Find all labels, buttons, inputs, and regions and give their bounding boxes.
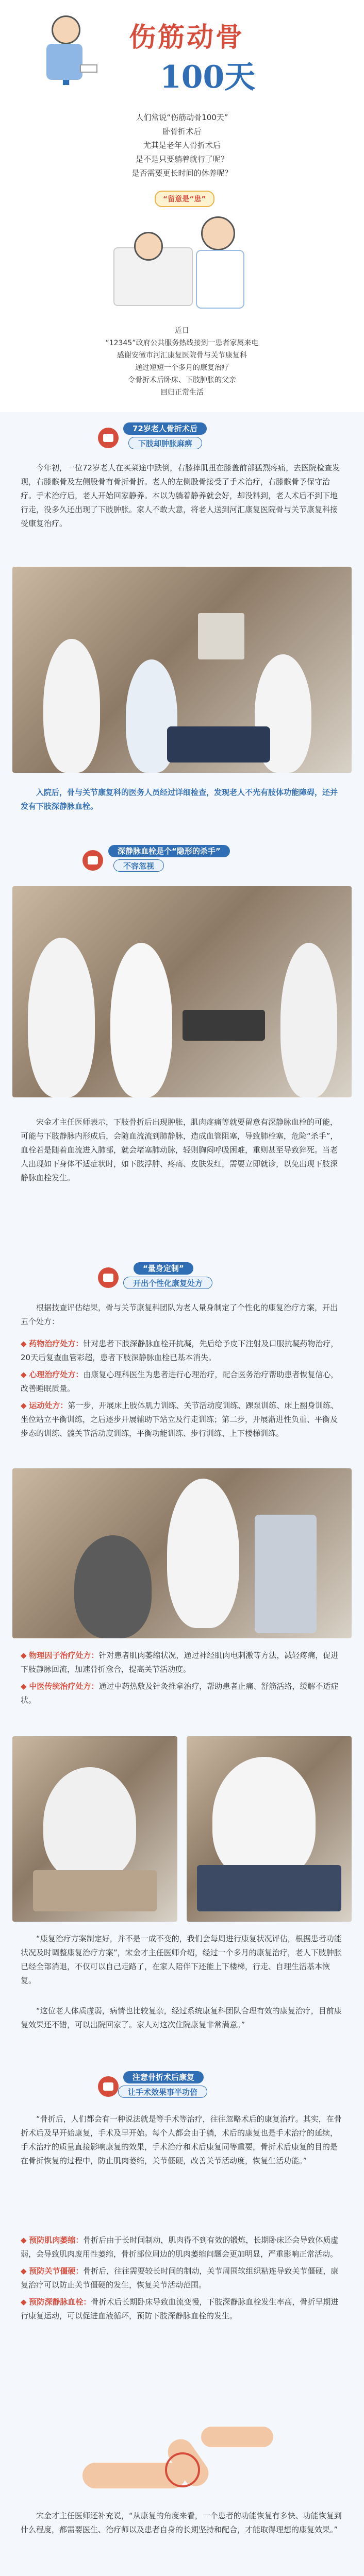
hero-story-line: 通过短短一个多月的康复治疗: [135, 364, 229, 372]
benefit-item-body: 骨折后由于长时间制动，肌肉得不到有效的锻炼，长期卧床还会导致体质虚弱，会导致肌肉废用性萎缩，骨折部位周边的肌肉萎缩问题会更加明显，严重影响正常活动。: [21, 2235, 339, 2259]
hero-intro-line: 人们常说“伤筋动骨100天”: [136, 113, 228, 122]
hero-story-line: 感谢安徽市河汇康复医院骨与关节康复科: [117, 351, 247, 360]
hero-title-line1: 伤筋动骨: [129, 22, 245, 53]
hero-story: [21, 325, 343, 399]
dvt-paragraph: 宋金才主任医师表示，下肢骨折后出现肿胀，肌肉疼痛等就要留意有深静脉血栓的可能，可能与下肢静脉内形成后，会随血流流到肺静脉，造成血管阻塞，导致肺栓塞，危险“杀手”，血栓若是随着血流进入肺部，就会堵塞肺动脉，轻则胸闷呼吸困难，重则甚至导致猝死。当老人出现如下身体不适症状时，如下肢浮肿、疼痛、皮肤发红，需要立即就诊，以免出现下肢深静脉血栓发生。: [21, 1117, 338, 1182]
section-postop-rehab: [0, 2056, 364, 2571]
cartoon-doctor-illustration: [103, 211, 268, 314]
item-marker-icon: ◆: [21, 1401, 27, 1410]
therapy-item: [21, 1680, 343, 1707]
benefit-item-body: 骨折后，往往需要较长时间的制动，关节周围软组织粘连导致关节僵硬，康复治疗可以防止关节僵硬的发生，恢复关节活动范围。: [21, 2266, 339, 2290]
plan-item: [21, 1399, 343, 1440]
section-heading: [97, 422, 267, 450]
section-heading-line2: 不容忽视: [113, 859, 164, 872]
section-heading-line1: “量身定制”: [134, 1262, 193, 1275]
section-rehab-plan: [0, 1252, 364, 1643]
benefit-item: [21, 2264, 343, 2292]
section-patient-case: [0, 412, 364, 835]
benefit-item-title: 预防肌肉萎缩：: [29, 2235, 84, 2245]
hero-story-line: 令骨折术后卧床、下肢肿胀的父亲: [128, 376, 236, 384]
benefit-item: [21, 2233, 343, 2261]
item-marker-icon: ◆: [21, 1651, 27, 1660]
plan-item-title: 心理治疗处方：: [29, 1370, 84, 1379]
hero-title: [129, 15, 263, 93]
plan-item-title: 运动处方：: [29, 1401, 68, 1410]
postop-paragraph: “骨折后，人们都会有一种说法就是等手术等治疗，往往忽略术后的康复治疗。其实，在骨折术后及早开始康复，手术及早开始。每个人都会由于躺，术后的康复也是手术治疗的延续，手术治疗的质量直接影响康复的效果，手术治疗和术后康复同等重要，骨折术后康复的目的是在骨折恢复的过程中，防止肌肉萎缩，关节僵硬，改善关节活动度，恢复生活功能。”: [21, 2114, 342, 2165]
hero-intro-line: 是不是只要躺着就行了呢？: [135, 155, 228, 164]
item-marker-icon: ◆: [21, 2297, 27, 2307]
benefit-item-title: 预防关节僵硬：: [29, 2266, 84, 2276]
plan-item-body: 由康复心理科医生为患者进行心理治疗，配合医务治疗帮助患者恢复信心，改善睡眠质量。: [21, 1370, 339, 1393]
hero-story-line: 近日: [175, 327, 189, 335]
section-therapy: [0, 1643, 364, 1927]
section-heading: [97, 2071, 267, 2099]
benefit-item: [21, 2295, 343, 2323]
item-marker-icon: ◆: [21, 1339, 27, 1348]
exercise-bike-photo: [12, 1468, 352, 1638]
ward-photo: [12, 567, 352, 773]
diagnosis-text: 入院后，骨与关节康复科的医务人员经过详细检查，发现老人不光有肢体功能障碍，还并发有下肢深静脉血栓。: [21, 788, 338, 811]
plan-item-body: 第一步，开展床上肢体肌力训练、关节活动度训练、踝泵训练、床上翻身训练、坐位站立平衡训练，之后逐步开展辅助下站立及行走训练；第二步，开展渐进性负重、平衡及步态的训练、髋关节活动度训练，平衡功能训练、步行训练、上下楼梯训练。: [21, 1401, 339, 1438]
hero-story-line: 回归正常生活: [160, 388, 204, 397]
outcome-paragraph-1: “康复治疗方案制定好，并不是一成不变的，我们会每周进行康复状况评估，根据患者功能状况及时调整康复治疗方案”，宋金才主任医师介绍，经过一个多月的康复治疗，老人下肢肿胀已经全部消退，不仅可以自己走路了，在家人陪伴下还能上下楼梯，行走、自理生活基本恢复。: [21, 1934, 342, 1985]
plan-intro: 根据技查评估结果，骨与关节康复科团队为老人量身制定了个性化的康复治疗方案，开出五个处方：: [21, 1303, 338, 1326]
closing-paragraph: 宋金才主任医师还补充说，“从康复的角度来看，一个患者的功能恢复有多快、功能恢复到什么程度，都需要医生、治疗师以及患者自身的长期坚持和配合，才能取得理想的康复效果。”: [21, 2511, 342, 2534]
item-marker-icon: ◆: [21, 2266, 27, 2276]
section-heading-line1: 注意骨折术后康复: [123, 2071, 204, 2083]
hero-intro: [21, 111, 343, 180]
hero-intro-line: 是否需要更长时间的休养呢？: [131, 168, 233, 178]
plan-item-title: 药物治疗处方：: [29, 1339, 84, 1348]
item-marker-icon: ◆: [21, 2235, 27, 2245]
benefit-list: [21, 2233, 343, 2323]
hero-story-line: “12345”政府公共服务热线接到一患者家属来电: [105, 339, 259, 347]
therapy-item-title: 中医传统治疗处方：: [29, 1682, 99, 1691]
section-heading: [88, 845, 284, 873]
section-outcome: [0, 1927, 364, 2056]
benefit-item-title: 预防深静脉血栓：: [29, 2297, 91, 2307]
hero-section: [0, 0, 364, 412]
section-heading: [97, 1262, 267, 1290]
case-paragraph: 今年初，一位72岁老人在买菜途中跌倒，右膝摔肌扭在膝盖前部猛烈疼痛，去医院检查发现，右膝髌骨及左侧股骨有骨折骨折。老人的左侧股骨接受了手术治疗，右膝髌骨予保守治疗。手术治疗后，老人开始回家静养。本以为躺着静养就会好，却没料到，老人术后不到下地行走，没多久还出现了下肢肿胀。家人不敢大意，将老人送到河汇康复医院骨与关节康复科接受康复治疗。: [21, 463, 340, 528]
plan-item-body: 针对患者下肢深静脉血栓开抗凝，先后给予皮下注射及口服抗凝药物治疗，20天后复查血管彩超，患者下肢深静脉血栓已基本消失。: [21, 1339, 339, 1362]
item-marker-icon: ◆: [21, 1682, 27, 1691]
therapy-item-body: 针对患者肌肉萎缩状况，通过神经肌肉电刺激等方法，减轻疼痛，促进下肢静脉回流，加速骨折愈合，提高关节活动度。: [21, 1651, 339, 1674]
plan-item: [21, 1337, 343, 1365]
hero-intro-line: 卧骨折术后: [162, 127, 202, 136]
therapy-item-title: 物理因子治疗处方：: [29, 1651, 99, 1660]
benefit-item-body: 骨折术后长期卧床导致血流变慢，下肢深静脉血栓发生率高，骨折早期进行康复运动，可以促进血液循环，预防下肢深静脉血栓的发生。: [21, 2297, 339, 2320]
section-heading-line1: 深静脉血栓是个“隐形的杀手”: [108, 845, 230, 857]
electrotherapy-photo: [12, 1736, 177, 1922]
outcome-paragraph-2: “这位老人体质虚弱，病情也比较复杂，经过系统康复科团队合理有效的康复治疗，目前康复效果还不错，可以出院回家了。家人对这次住院康复非常满意。”: [21, 2006, 342, 2029]
section-dvt: [0, 835, 364, 1252]
hero-title-line2: 100天: [160, 59, 256, 95]
examination-photo: [12, 886, 352, 1097]
cartoon-patient-illustration: [31, 15, 98, 88]
section-heading-line2: 开出个性化康复处方: [123, 1277, 212, 1289]
hero-intro-line: 尤其是老年人骨折术后: [143, 141, 221, 150]
therapy-item-list: [21, 1649, 343, 1707]
section-department-intro: [0, 2571, 364, 2576]
therapy-item-body: 通过中药热敷及针灸推拿治疗，帮助患者止痛、舒筋活络，缓解不适症状。: [21, 1682, 339, 1705]
section-heading-line2: 下肢却肿胀麻痹: [128, 437, 202, 449]
section-heading-line1: 72岁老人骨折术后: [123, 422, 207, 435]
plan-item: [21, 1368, 343, 1396]
hero-badge: “留意是“患”: [155, 191, 214, 207]
section-heading-line2: 让手术效果事半功倍: [118, 2086, 207, 2098]
plan-item-list: [21, 1337, 343, 1440]
therapy-item: [21, 1649, 343, 1676]
item-marker-icon: ◆: [21, 1370, 27, 1379]
acupuncture-photo: [187, 1736, 352, 1922]
diagnosis-paragraph: [21, 786, 343, 814]
knee-illustration: [82, 2427, 282, 2499]
